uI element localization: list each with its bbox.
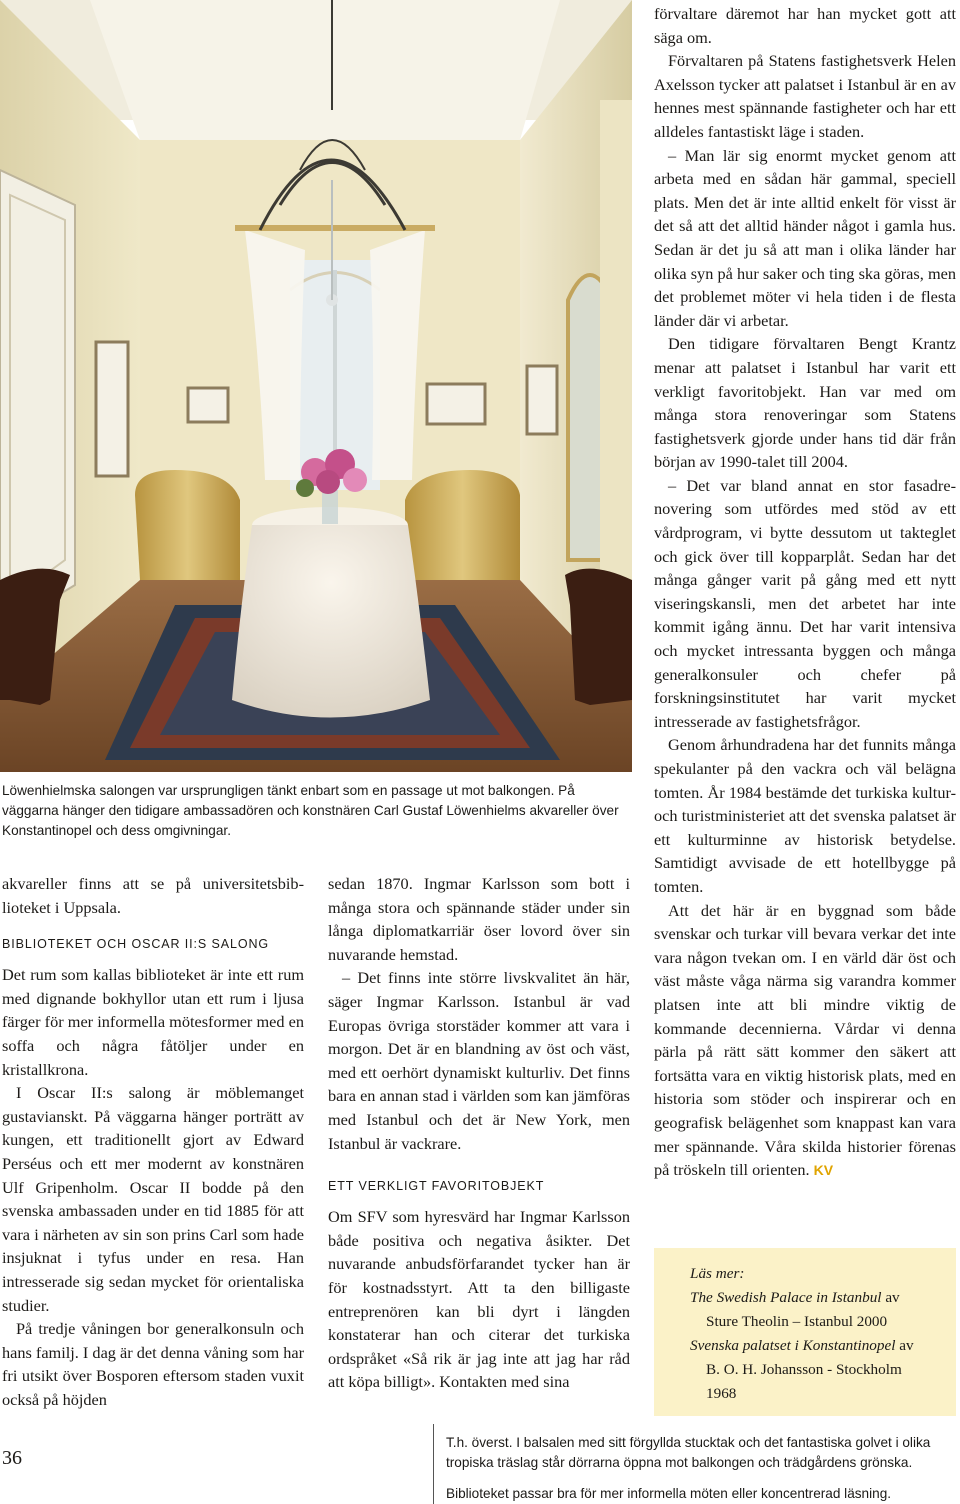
- book-2-title: Svenska palatset i Konstantinopel: [690, 1337, 896, 1354]
- section-heading: BIBLIOTEKET OCH OSCAR II:S SALONG: [2, 937, 270, 952]
- book-1-author: Sture Theolin – Istanbul 2000: [706, 1313, 888, 1330]
- book-2-author: B. O. H. Johansson - Stockholm: [706, 1361, 902, 1378]
- book-1-by: av: [881, 1289, 900, 1306]
- paragraph: – Det finns inte större livskvalitet än här, säger Ingmar Karlsson. Istanbul är vad Europas övriga storstäder kommer att vara i morgon. Det är en blandning av öst och väst, med ett oerhört dynamiskt kulturliv. Det finns bara en annan stad i världen som kan jämföras med Istanbul och det är New York, men Istanbul är vackrare.: [328, 968, 630, 1153]
- author-signature: KV: [813, 1162, 834, 1179]
- photo-caption-top: Löwenhielmska salongen var ursprungligen tänkt enbart som en passage ut mot balkongen. På väggarna hänger den tidigare ambassadören och konstnären Carl Gustaf Löwenhielms akvareller över Konstantinopel och dess omgivningar.: [2, 783, 619, 838]
- text-column-3: [654, 2, 956, 1183]
- paragraph: akvareller finns att se på universitetsbiblioteket i Uppsala.: [2, 874, 304, 917]
- paragraph: – Man lär sig enormt mycket genom att arbeta med en sådan här gammal, speciell plats. Men det är inte alltid enkelt för visst är det så att det alltid händer något i gamla hus. Sedan är det ju så att man i olika länder har olika syn på hur saker och ting ska göras, men det problemet möter vi hela tiden i de flesta länder där vi arbetar.: [654, 145, 956, 330]
- book-1-title: The Swedish Palace in Istanbul: [690, 1289, 882, 1306]
- salon-photo: [0, 0, 632, 772]
- paragraph: [654, 899, 956, 1183]
- photo-caption-bottom-1: T.h. överst. I balsalen med sitt förgyllda stucktak och det fantastiska golvet i olika tropiska träslag står dörrarna öppna mot balkongen och trädgårdens grönska.: [446, 1435, 931, 1470]
- read-more-title: Läs mer:: [690, 1265, 745, 1282]
- book-2-by: av: [895, 1337, 914, 1354]
- paragraph: förvaltare däremot har han mycket gott att säga om.: [654, 4, 956, 47]
- read-more-box: [654, 1248, 956, 1416]
- book-2: [690, 1334, 942, 1358]
- paragraph: Genom århundradena har det funnits många spekulanter på den vackra och väl belägna tomten. År 1984 bestämde det turkiska kultur- och turistministeriet att det svenska palatset är ett kulturminne av historisk betydelse. Samtidigt avvisade de ett hotellbygge på tomten.: [654, 735, 956, 896]
- paragraph: Förvaltaren på Statens fastighetsverk Helen Axelsson tycker att palatset i Istanbul är en av hennes mest spännande fastigheter och har ett alldeles fantastiskt läge i staden.: [654, 51, 956, 141]
- paragraph: – Det var bland annat en stor fasadrenovering som utfördes med stöd av ett vårdprogram, vi bytte dessutom ut takteglet och gick över till kopparplåt. Sedan har det många gånger varit på gång med ett nytt viseringskansli, men det arbetet har inte kommit igång ännu. Det har varit intensiva och mycket intressanta byggen och många generalkonsuler och chefer på forskningsinstitutet har varit mycket intresserade av fastighetsfrågor.: [654, 475, 956, 731]
- photo-caption-bottom-2: Biblioteket passar bra för mer informella möten eller koncentrerad läsning.: [446, 1486, 892, 1501]
- paragraph-text: Att det här är en byggnad som både svenskar och turkar vill bevara verkar det inte vara någon tvekan om. I en värld där öst och väst måste våga närma sig varandra kommer platsen inte att bli mindre viktig de kommande decennierna. Vårdar vi denna pärla på rätt sätt kommer den säkert att fortsätta vara en viktig historisk plats, med en historia som stöder och inspirerar och en geografisk belägenhet som knappast kan vara mer spännande. Våra skilda historier förenas på tröskeln till orienten.: [654, 900, 956, 1180]
- paragraph: Det rum som kallas biblioteket är inte ett rum med dignande bokhyllor utan ett rum i ljusa färger för mer informella mötesformer med en soffa och några fåtöljer under en kristallkrona.: [2, 965, 304, 1079]
- book-1: [690, 1286, 942, 1310]
- divider: [433, 1424, 434, 1504]
- paragraph: I Oscar II:s salong är möblemanget gustavianskt. På väggarna hänger porträtt av kungen, ett traditionellt gjort av Edward Perséus och ett mer modernt av konstnären Ulf Gripenholm. Oscar II bodde på den svenska ambassaden under en tid 1885 för att vara i närheten av sin son prins Carl som hade insjuknat i tyfus under en resa. Han intresserade sig sedan mycket för orientaliska studier.: [2, 1083, 304, 1315]
- text-column-1: [2, 872, 304, 1411]
- section-heading: ETT VERKLIGT FAVORITOBJEKT: [328, 1179, 545, 1194]
- paragraph: sedan 1870. Ingmar Karlsson som bott i många stora och spännande städer under sin långa diplomatkarriär öser lovord över sin nuvarande hemstad.: [328, 874, 630, 964]
- book-2-year: 1968: [706, 1385, 737, 1402]
- paragraph: Den tidigare förvaltaren Bengt Krantz menar att palatset i Istanbul har varit ett verkligt favoritobjekt. Han var med om många stora renoveringar som Statens fastighetsverk gjorde under hans tid där från början av 1990-talet till 2004.: [654, 334, 956, 472]
- paragraph: Om SFV som hyresvärd har Ingmar Karlsson både positiva och negativa åsikter. Det nuvarande anbudsförfarandet tycker han är för kostnadsstyrt. Att ta den billigaste entreprenören kan bli dyrt i längden konstaterar han och citerar det turkiska ordspråket «Så rik är jag inte att jag har råd att köpa billigt». Kontakten med sina: [328, 1207, 630, 1392]
- paragraph: På tredje våningen bor generalkonsuln och hans familj. I dag är det denna våning som har fri utsikt över Bosporen eftersom staden vuxit också på höjden: [2, 1319, 305, 1409]
- page-number: 36: [2, 1447, 22, 1469]
- text-column-2: [328, 872, 630, 1394]
